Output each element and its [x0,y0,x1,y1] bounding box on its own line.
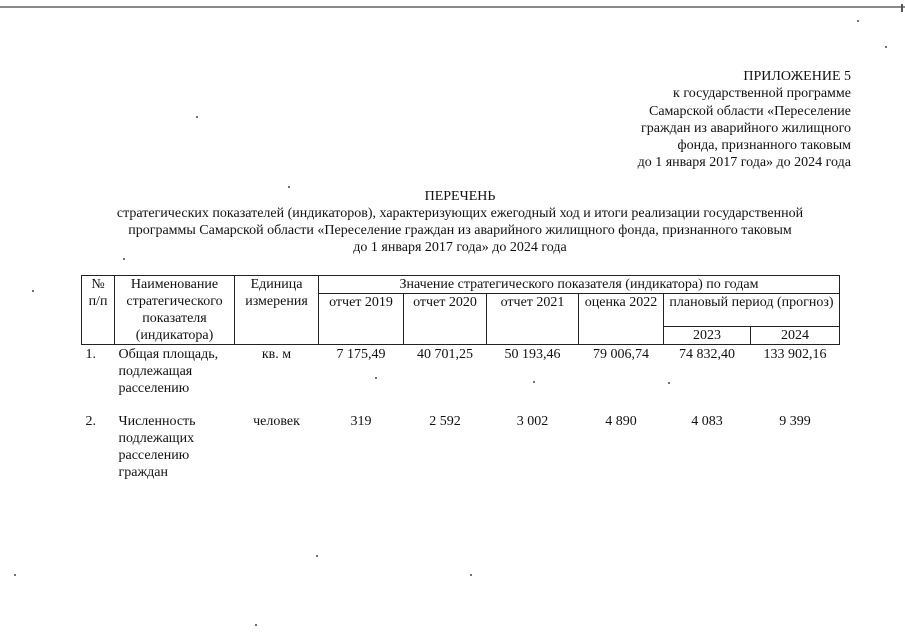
row-value: 4 083 [691,414,723,429]
document-subtitle-line: программы Самарской области «Переселение граждан из аварийного жилищного фонда, признанного таковым [128,223,792,238]
scan-speck [316,555,318,557]
appendix-line: Самарской области «Переселение [648,103,851,119]
table-row [82,345,840,413]
scan-speck [857,20,859,22]
scan-speck [885,46,887,48]
header-name: Наименование стратегического показателя (индикатора) [115,276,235,345]
row-unit: кв. м [261,347,292,362]
scan-speck [196,116,198,118]
header-num: № п/п [82,276,115,345]
scan-speck [255,624,257,626]
row-value: 79 006,74 [593,347,649,362]
row-value: 133 902,16 [763,347,827,362]
header-year-2023: 2023 [664,327,751,345]
scan-speck [14,574,16,576]
row-value: 50 193,46 [504,347,561,362]
row-name: Общая площадь, подлежащая расселению [118,347,219,396]
row-value: 40 701,25 [417,347,473,362]
header-year-2022: оценка 2022 [579,294,664,345]
appendix-line: граждан из аварийного жилищного [640,120,851,136]
row-value: 3 002 [516,414,549,429]
row-value: 7 175,49 [336,347,386,362]
appendix-line: до 1 января 2017 года» до 2024 года [637,155,851,171]
header-year-2019: отчет 2019 [319,294,404,345]
scan-speck [123,258,125,260]
scan-border-mark [901,4,903,12]
indicators-table [81,275,840,481]
table-row [82,412,840,481]
scan-border-line [0,6,905,8]
row-num: 1. [85,347,96,362]
header-unit: Единица измерения [235,276,319,345]
row-value: 319 [350,414,372,429]
row-value: 74 832,40 [679,347,735,362]
document-heading [60,188,860,256]
header-planned-period: плановый период (прогноз) [664,294,840,327]
row-value: 9 399 [779,414,811,429]
appendix-line: к государственной программе [673,86,851,102]
header-year-2021: отчет 2021 [487,294,579,345]
scan-speck [470,574,472,576]
header-values-group: Значение стратегического показателя (индикатора) по годам [319,276,840,294]
appendix-block [638,68,851,172]
row-unit: человек [253,414,300,429]
row-value: 2 592 [429,414,461,429]
document-subtitle-line: до 1 января 2017 года» до 2024 года [353,240,567,255]
document-subtitle-line: стратегических показателей (индикаторов), характеризующих ежегодный ход и итоги реализации государственной [116,206,804,221]
appendix-title: ПРИЛОЖЕНИЕ 5 [743,69,851,84]
row-num: 2. [85,414,96,429]
header-year-2024: 2024 [751,327,840,345]
row-name: Численность подлежащих расселению граждан [118,414,196,480]
document-title: ПЕРЕЧЕНЬ [424,189,496,204]
row-value: 4 890 [605,414,637,429]
scan-speck [32,290,34,292]
header-year-2020: отчет 2020 [404,294,487,345]
appendix-line: фонда, признанного таковым [677,138,851,154]
